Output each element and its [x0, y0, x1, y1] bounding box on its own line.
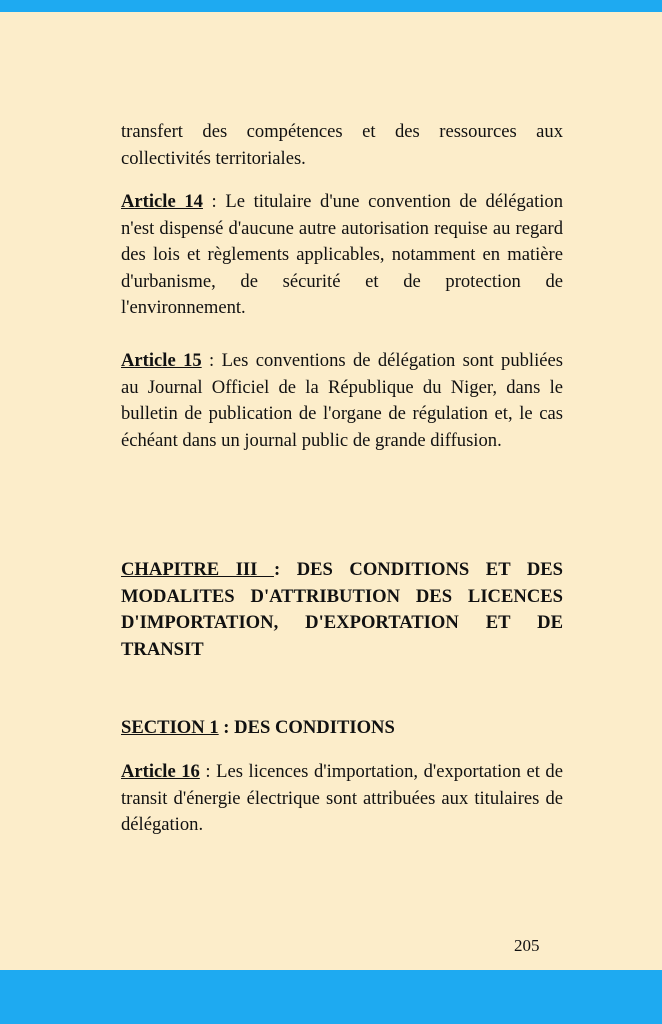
article-14-text: Le titulaire d'une convention de délégation n'est dispensé d'aucune autre autorisation requise au regard des lois et règlements applicables, notamment en matière d'urbanisme, de sécurité et de protection de l'environnement. — [121, 191, 564, 318]
article-14-sep: : — [202, 191, 226, 212]
section-heading — [121, 715, 563, 742]
article-14 — [121, 189, 563, 322]
article-15-sep: : — [201, 350, 222, 371]
bottom-bar — [0, 970, 662, 1024]
article-16-text: Les licences d'importation, d'exportation et de transit d'énergie électrique sont attribuées aux titulaires de délégation. — [121, 761, 563, 835]
section-label: SECTION 1 — [121, 717, 219, 738]
article-15-label: Article 15 — [121, 350, 202, 371]
page-number: 205 — [514, 936, 540, 955]
article-16 — [121, 759, 563, 839]
intro-paragraph: transfert des compétences et des ressources aux collectivités territoriales. — [121, 121, 563, 169]
chapter-heading — [121, 557, 563, 663]
section-title: : DES CONDITIONS — [218, 717, 395, 738]
top-bar — [0, 0, 662, 12]
article-16-sep: : — [199, 761, 217, 782]
article-14-label: Article 14 — [121, 191, 203, 212]
article-16-label: Article 16 — [121, 761, 200, 782]
chapter-title: : DES CONDITIONS ET DES MODALITES D'ATTRIBUTION DES LICENCES D'IMPORTATION, D'EXPORTATION ET DE TRANSIT — [121, 559, 563, 660]
chapter-label: CHAPITRE III — [121, 559, 274, 580]
article-15-text: Les conventions de délégation sont publiées au Journal Officiel de la République du Niger, dans le bulletin de publication de l'organe de régulation et, le cas échéant dans un journal public de grande diffusion. — [121, 350, 564, 451]
article-15 — [121, 348, 563, 454]
